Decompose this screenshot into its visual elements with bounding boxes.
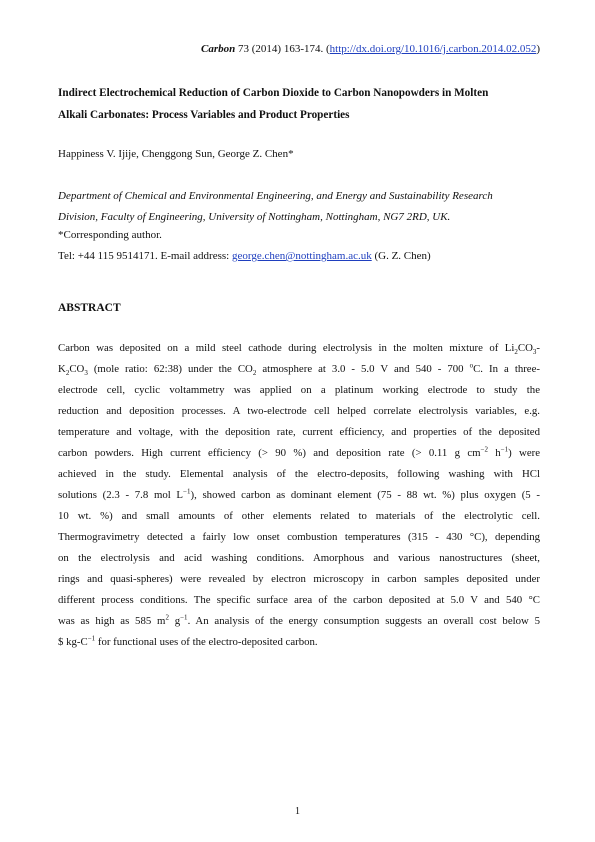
abstract-text: different process conditions. The specific surface area of the carbon deposited at 5.0 V and 540 °C bbox=[58, 594, 540, 606]
paper-title bbox=[58, 82, 528, 126]
abstract-text: CO bbox=[517, 342, 533, 354]
abstract-text: g bbox=[168, 615, 181, 627]
contact-info bbox=[58, 250, 431, 262]
abstract-text: 10 wt. %) and small amounts of other elements related to materials of the electrolytic cell. bbox=[58, 510, 540, 522]
affiliation-line: Department of Chemical and Environmental Engineering, and Energy and Sustainability Research bbox=[58, 190, 493, 202]
journal-citation bbox=[201, 43, 540, 55]
abstract-heading: ABSTRACT bbox=[58, 302, 121, 314]
contact-suffix: (G. Z. Chen) bbox=[371, 250, 431, 262]
abstract-text: −2 bbox=[480, 445, 488, 454]
abstract-text: atmosphere at 3.0 - 5.0 V and 540 - 700 bbox=[256, 363, 470, 375]
abstract-text: −1 bbox=[180, 613, 188, 622]
abstract-line bbox=[58, 590, 540, 611]
abstract-line bbox=[58, 338, 540, 359]
abstract-text: solutions (2.3 - 7.8 mol L bbox=[58, 489, 184, 501]
abstract-text: CO bbox=[69, 363, 85, 375]
abstract-text: (mole ratio: 62:38) under the CO bbox=[87, 363, 253, 375]
abstract-text: 2 bbox=[514, 348, 518, 357]
abstract-line bbox=[58, 527, 540, 548]
abstract-line bbox=[58, 464, 540, 485]
abstract-line bbox=[58, 422, 540, 443]
abstract-text: for functional uses of the electro-deposited carbon. bbox=[95, 636, 318, 648]
abstract-line bbox=[58, 380, 540, 401]
abstract-text: C. In a three- bbox=[473, 363, 540, 375]
abstract-text: o bbox=[469, 361, 474, 370]
title-line: Alkali Carbonates: Process Variables and Product Properties bbox=[58, 109, 350, 121]
abstract-text: Carbon was deposited on a mild steel cathode during electrolysis in the molten mixture of Li bbox=[58, 342, 515, 354]
abstract-text: 2 bbox=[65, 369, 70, 378]
abstract-line bbox=[58, 611, 540, 632]
abstract-text: 2 bbox=[252, 369, 257, 378]
corresponding-author-note: *Corresponding author. bbox=[58, 229, 162, 241]
citation-close: ) bbox=[536, 43, 540, 55]
contact-prefix: Tel: +44 115 9514171. E-mail address: bbox=[58, 250, 232, 262]
abstract-text: . An analysis of the energy consumption suggests an overall cost below 5 bbox=[187, 615, 540, 627]
abstract-line bbox=[58, 569, 540, 590]
abstract-text: 2 bbox=[165, 613, 169, 622]
email-link[interactable]: george.chen@nottingham.ac.uk bbox=[231, 250, 372, 262]
journal-name: Carbon bbox=[201, 43, 236, 55]
abstract-text: −1 bbox=[87, 634, 96, 643]
abstract-text: Thermogravimetry detected a fairly low onset combustion temperatures (315 - 430 °C), depending bbox=[58, 531, 540, 543]
abstract-text: h bbox=[487, 447, 501, 459]
abstract-text: - bbox=[536, 342, 540, 354]
abstract-text: electrode cell, cyclic voltammetry was applied on a platinum working electrode to study the bbox=[58, 384, 540, 396]
abstract-text: achieved in the study. Elemental analysis of the electro-deposits, following washing with HCl bbox=[58, 468, 540, 480]
abstract-text: was as high as 585 m bbox=[58, 615, 166, 627]
abstract-line bbox=[58, 401, 540, 422]
page-number: 1 bbox=[295, 806, 300, 817]
abstract-line bbox=[58, 632, 540, 653]
affiliation bbox=[58, 186, 548, 228]
abstract-text: −1 bbox=[183, 487, 191, 496]
abstract-line bbox=[58, 485, 540, 506]
abstract-text: −1 bbox=[500, 445, 509, 454]
citation-details: 73 (2014) 163-174. ( bbox=[235, 43, 330, 55]
abstract-text: ) were bbox=[508, 447, 540, 459]
title-line: Indirect Electrochemical Reduction of Carbon Dioxide to Carbon Nanopowders in Molten bbox=[58, 87, 489, 99]
abstract-body bbox=[58, 338, 540, 653]
abstract-text: carbon powders. High current efficiency (> 90 %) and deposition rate (> 0.11 g cm bbox=[58, 447, 481, 459]
abstract-text: on the electrolysis and acid washing conditions. Amorphous and various nanostructures (sheet, bbox=[58, 552, 540, 564]
abstract-text: rings and quasi-spheres) were revealed by electron microscopy in carbon samples deposited under bbox=[58, 573, 540, 585]
doi-link[interactable]: http://dx.doi.org/10.1016/j.carbon.2014.02.052 bbox=[329, 43, 537, 55]
abstract-text: K bbox=[58, 363, 66, 375]
abstract-line bbox=[58, 506, 540, 527]
abstract-text: temperature and voltage, with the deposition rate, current efficiency, and properties of the deposited bbox=[58, 426, 540, 438]
abstract-text: ), showed carbon as dominant element (75 - 88 wt. %) plus oxygen (5 - bbox=[190, 489, 540, 501]
abstract-line bbox=[58, 548, 540, 569]
abstract-text: $ kg-C bbox=[58, 636, 88, 648]
abstract-line bbox=[58, 443, 540, 464]
abstract-line bbox=[58, 359, 540, 380]
abstract-text: 3 bbox=[532, 348, 537, 357]
abstract-text: 3 bbox=[84, 369, 88, 378]
abstract-text: reduction and deposition processes. A two-electrode cell helped correlate electrolysis variables, e.g. bbox=[58, 405, 540, 417]
affiliation-line: Division, Faculty of Engineering, University of Nottingham, Nottingham, NG7 2RD, UK. bbox=[58, 211, 451, 223]
author-list: Happiness V. Ijije, Chenggong Sun, George Z. Chen* bbox=[58, 148, 294, 160]
